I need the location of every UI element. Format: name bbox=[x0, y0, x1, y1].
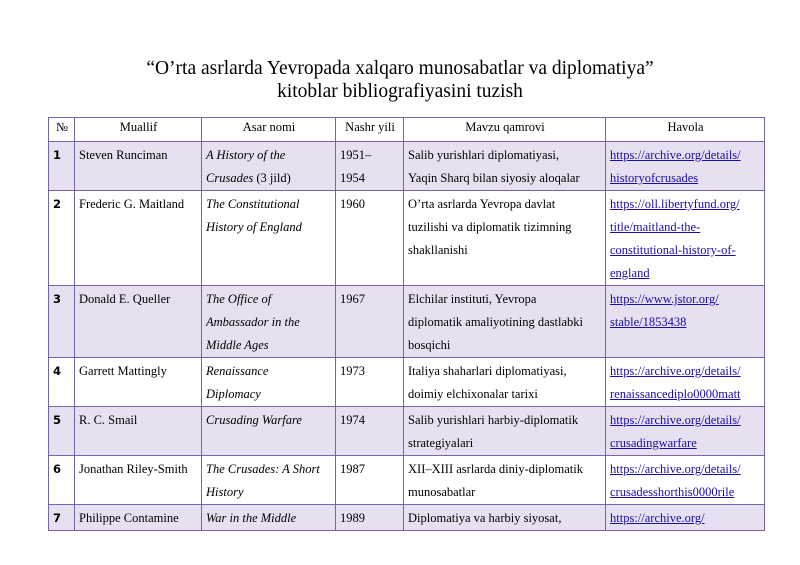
hyperlink[interactable]: crusadingwarfare bbox=[610, 436, 697, 450]
hyperlink[interactable]: https://archive.org/details/ bbox=[610, 462, 741, 476]
year-line: 1973 bbox=[340, 364, 365, 378]
hyperlink[interactable]: historyofcrusades bbox=[610, 171, 699, 185]
work-title-text: War in the Middle bbox=[206, 511, 297, 525]
header-number: № bbox=[49, 118, 75, 142]
hyperlink[interactable]: https://archive.org/details/ bbox=[610, 364, 741, 378]
link-cell bbox=[606, 191, 765, 286]
work-title-text: History bbox=[206, 485, 244, 499]
row-number: 1 bbox=[49, 142, 75, 191]
hyperlink[interactable]: crusadesshorthis0000rile bbox=[610, 485, 735, 499]
scope-line: O’rta asrlarda Yevropa davlat bbox=[408, 197, 556, 211]
scope-cell bbox=[404, 191, 606, 286]
scope-line: strategiyalari bbox=[408, 436, 474, 450]
scope-cell bbox=[404, 286, 606, 358]
work-title-line bbox=[206, 193, 332, 216]
table-row bbox=[49, 142, 765, 191]
work-title-text: Crusading Warfare bbox=[206, 413, 302, 427]
link-cell bbox=[606, 358, 765, 407]
document-title-line-2: kitoblar bibliografiyasini tuzish bbox=[277, 81, 523, 102]
link-cell bbox=[606, 286, 765, 358]
work-title-text: The Constitutional bbox=[206, 197, 300, 211]
year-cell bbox=[336, 191, 404, 286]
year-line: 1987 bbox=[340, 462, 365, 476]
header-scope: Mavzu qamrovi bbox=[404, 118, 606, 142]
work-title-text: The Crusades: A Short bbox=[206, 462, 320, 476]
row-number: 7 bbox=[49, 505, 75, 531]
work-title-line bbox=[206, 458, 332, 481]
work-title-text: Diplomacy bbox=[206, 387, 261, 401]
header-author: Muallif bbox=[75, 118, 202, 142]
work-title-line bbox=[206, 144, 332, 167]
scope-cell bbox=[404, 407, 606, 456]
header-link: Havola bbox=[606, 118, 765, 142]
author-cell: Frederic G. Maitland bbox=[75, 191, 202, 286]
link-cell bbox=[606, 407, 765, 456]
header-work-title: Asar nomi bbox=[202, 118, 336, 142]
row-number: 6 bbox=[49, 456, 75, 505]
scope-line: Elchilar instituti, Yevropa bbox=[408, 292, 537, 306]
author-cell: Steven Runciman bbox=[75, 142, 202, 191]
row-number: 2 bbox=[49, 191, 75, 286]
author-cell: Donald E. Queller bbox=[75, 286, 202, 358]
year-cell bbox=[336, 142, 404, 191]
scope-line: Italiya shaharlari diplomatiyasi, bbox=[408, 364, 567, 378]
year-line: 1954 bbox=[340, 171, 365, 185]
scope-line: tuzilishi va diplomatik tizimning bbox=[408, 220, 572, 234]
hyperlink[interactable]: renaissancediplo0000matt bbox=[610, 387, 741, 401]
row-number: 3 bbox=[49, 286, 75, 358]
scope-line: Yaqin Sharq bilan siyosiy aloqalar bbox=[408, 171, 580, 185]
hyperlink[interactable]: https://archive.org/ bbox=[610, 511, 705, 525]
work-title-line bbox=[206, 167, 332, 190]
table-row bbox=[49, 505, 765, 531]
year-line: 1989 bbox=[340, 511, 365, 525]
scope-line: doimiy elchixonalar tarixi bbox=[408, 387, 538, 401]
header-year: Nashr yili bbox=[336, 118, 404, 142]
row-number: 5 bbox=[49, 407, 75, 456]
work-title-cell bbox=[202, 358, 336, 407]
work-title-line bbox=[206, 334, 332, 357]
year-cell bbox=[336, 358, 404, 407]
year-line: 1951– bbox=[340, 148, 372, 162]
table-row bbox=[49, 407, 765, 456]
work-title-line bbox=[206, 216, 332, 239]
scope-cell bbox=[404, 456, 606, 505]
scope-line: shakllanishi bbox=[408, 243, 468, 257]
scope-line: munosabatlar bbox=[408, 485, 476, 499]
author-cell: R. C. Smail bbox=[75, 407, 202, 456]
scope-cell bbox=[404, 142, 606, 191]
hyperlink[interactable]: stable/1853438 bbox=[610, 315, 687, 329]
row-number: 4 bbox=[49, 358, 75, 407]
work-title-cell bbox=[202, 142, 336, 191]
year-cell bbox=[336, 456, 404, 505]
table-row bbox=[49, 286, 765, 358]
work-title-cell bbox=[202, 456, 336, 505]
scope-line: Salib yurishlari harbiy-diplomatik bbox=[408, 413, 579, 427]
work-title-text: Middle Ages bbox=[206, 338, 269, 352]
document-title-line-1: “O’rta asrlarda Yevropada xalqaro munosabatlar va diplomatiya” bbox=[146, 58, 654, 79]
hyperlink[interactable]: england bbox=[610, 266, 650, 280]
author-cell: Philippe Contamine bbox=[75, 505, 202, 531]
hyperlink[interactable]: title/maitland-the- bbox=[610, 220, 701, 234]
hyperlink[interactable]: https://archive.org/details/ bbox=[610, 148, 741, 162]
work-title-line bbox=[206, 288, 332, 311]
hyperlink[interactable]: constitutional-history-of- bbox=[610, 243, 736, 257]
scope-line: Salib yurishlari diplomatiyasi, bbox=[408, 148, 560, 162]
scope-line: bosqichi bbox=[408, 338, 451, 352]
year-cell bbox=[336, 286, 404, 358]
year-line: 1960 bbox=[340, 197, 365, 211]
table-header-row bbox=[49, 118, 765, 142]
work-title-cell bbox=[202, 286, 336, 358]
hyperlink[interactable]: https://archive.org/details/ bbox=[610, 413, 741, 427]
work-title-text: Renaissance bbox=[206, 364, 269, 378]
table-row bbox=[49, 456, 765, 505]
scope-line: diplomatik amaliyotining dastlabki bbox=[408, 315, 583, 329]
work-title-cell bbox=[202, 505, 336, 531]
work-title-line bbox=[206, 507, 332, 530]
author-cell: Jonathan Riley-Smith bbox=[75, 456, 202, 505]
work-title-line bbox=[206, 481, 332, 504]
link-cell bbox=[606, 505, 765, 531]
volume-note: (3 jild) bbox=[253, 171, 291, 185]
work-title-text: Ambassador in the bbox=[206, 315, 300, 329]
work-title-text: History of England bbox=[206, 220, 302, 234]
year-cell bbox=[336, 407, 404, 456]
scope-line: XII–XIII asrlarda diniy-diplomatik bbox=[408, 462, 583, 476]
work-title-cell bbox=[202, 191, 336, 286]
work-title-text: The Office of bbox=[206, 292, 272, 306]
hyperlink[interactable]: https://www.jstor.org/ bbox=[610, 292, 719, 306]
work-title-line bbox=[206, 383, 332, 406]
work-title-line bbox=[206, 311, 332, 334]
scope-line: Diplomatiya va harbiy siyosat, bbox=[408, 511, 562, 525]
link-cell bbox=[606, 142, 765, 191]
link-cell bbox=[606, 456, 765, 505]
work-title-line bbox=[206, 409, 332, 432]
scope-cell bbox=[404, 505, 606, 531]
scope-cell bbox=[404, 358, 606, 407]
work-title-text: A History of the bbox=[206, 148, 286, 162]
work-title-text: Crusades bbox=[206, 171, 254, 185]
year-line: 1974 bbox=[340, 413, 365, 427]
year-cell bbox=[336, 505, 404, 531]
author-cell: Garrett Mattingly bbox=[75, 358, 202, 407]
work-title-line bbox=[206, 360, 332, 383]
bibliography-table bbox=[48, 117, 765, 531]
table-row bbox=[49, 191, 765, 286]
table-row bbox=[49, 358, 765, 407]
year-line: 1967 bbox=[340, 292, 365, 306]
work-title-cell bbox=[202, 407, 336, 456]
hyperlink[interactable]: https://oll.libertyfund.org/ bbox=[610, 197, 740, 211]
